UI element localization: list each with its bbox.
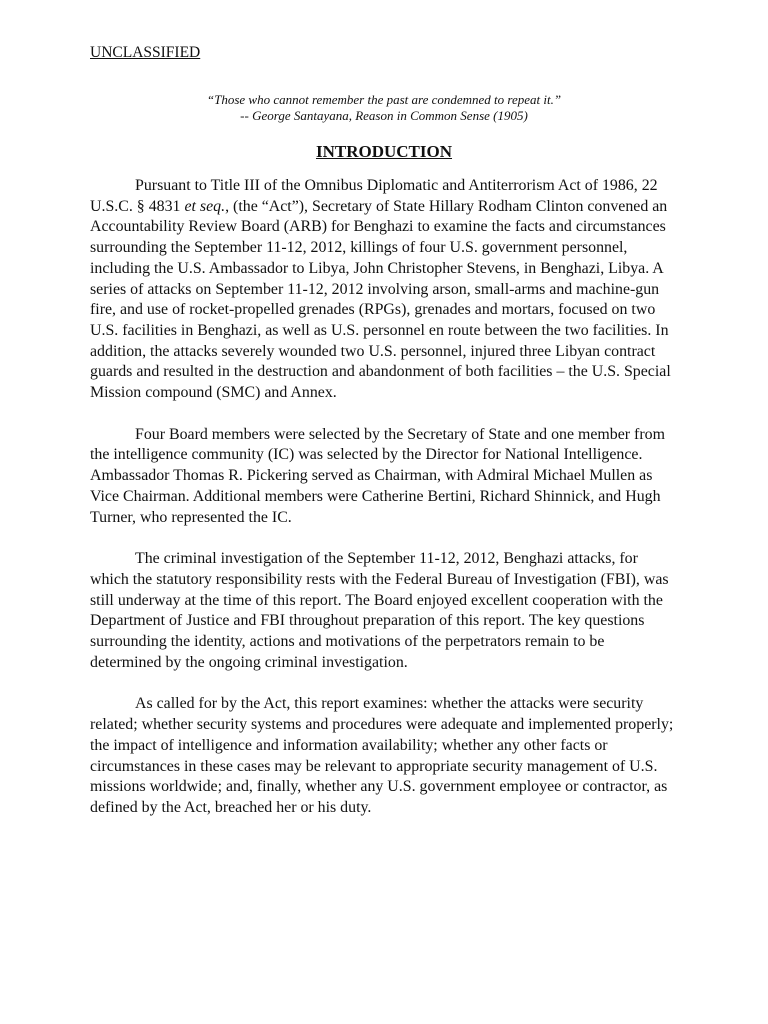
epigraph-attribution: -- George Santayana, Reason in Common Sense (1905) — [240, 108, 528, 123]
section-heading: INTRODUCTION — [315, 142, 453, 161]
paragraph-3: The criminal investigation of the September 11-12, 2012, Benghazi attacks, for which the statutory responsibility rests with the Federal Bureau of Investigation (FBI), was still underway at the time of this report. The Board enjoyed excellent cooperation with the Department of Justice and FBI throughout preparation of this report. The key questions surrounding the identity, actions and motivations of the perpetrators remain to be determined by the ongoing criminal investigation. — [90, 550, 669, 671]
paragraph-1 — [90, 176, 678, 404]
paragraph-4: As called for by the Act, this report examines: whether the attacks were security related; whether security systems and procedures were adequate and implemented properly; the impact of intelligence and information availability; whether any other facts or circumstances in these cases may be relevant to appropriate security management of U.S. missions worldwide; and, finally, whether any U.S. government employee or contractor, as defined by the Act, breached her or his duty. — [90, 695, 674, 816]
paragraph-2: Four Board members were selected by the Secretary of State and one member from the intelligence community (IC) was selected by the Director for National Intelligence. Ambassador Thomas R. Pickering served as Chairman, with Admiral Michael Mullen as Vice Chairman. Additional members were Catherine Bertini, Richard Shinnick, and Hugh Turner, who represented the IC. — [90, 425, 665, 526]
epigraph-quote: “Those who cannot remember the past are condemned to repeat it.” — [206, 92, 562, 107]
paragraph-1-text-a: Pursuant to Title III of the Omnibus Diplomatic and Antiterrorism Act of 1986, 22 U.S.C. § 4831 — [90, 177, 658, 215]
classification-marking: UNCLASSIFIED — [90, 44, 201, 61]
paragraph-1-italic: et seq. — [184, 197, 226, 215]
body-text — [90, 176, 678, 819]
paragraph-1-text-b: , (the “Act”), Secretary of State Hillary Rodham Clinton convened an Accountability Review Board (ARB) for Benghazi to examine the facts and circumstances surrounding the September 11-12, 2012, killings of four U.S. government personnel, including the U.S. Ambassador to Libya, John Christopher Stevens, in Benghazi, Libya. A series of attacks on September 11-12, 2012 involving arson, small-arms and machine-gun fire, and use of rocket-propelled grenades (RPGs), grenades and mortars, focused on two U.S. facilities in Benghazi, as well as U.S. personnel en route between the two facilities. In addition, the attacks severely wounded two U.S. personnel, injured three Libyan contract guards and resulted in the destruction and abandonment of both facilities – the U.S. Special Mission compound (SMC) and Annex. — [90, 197, 671, 402]
epigraph — [90, 92, 678, 124]
